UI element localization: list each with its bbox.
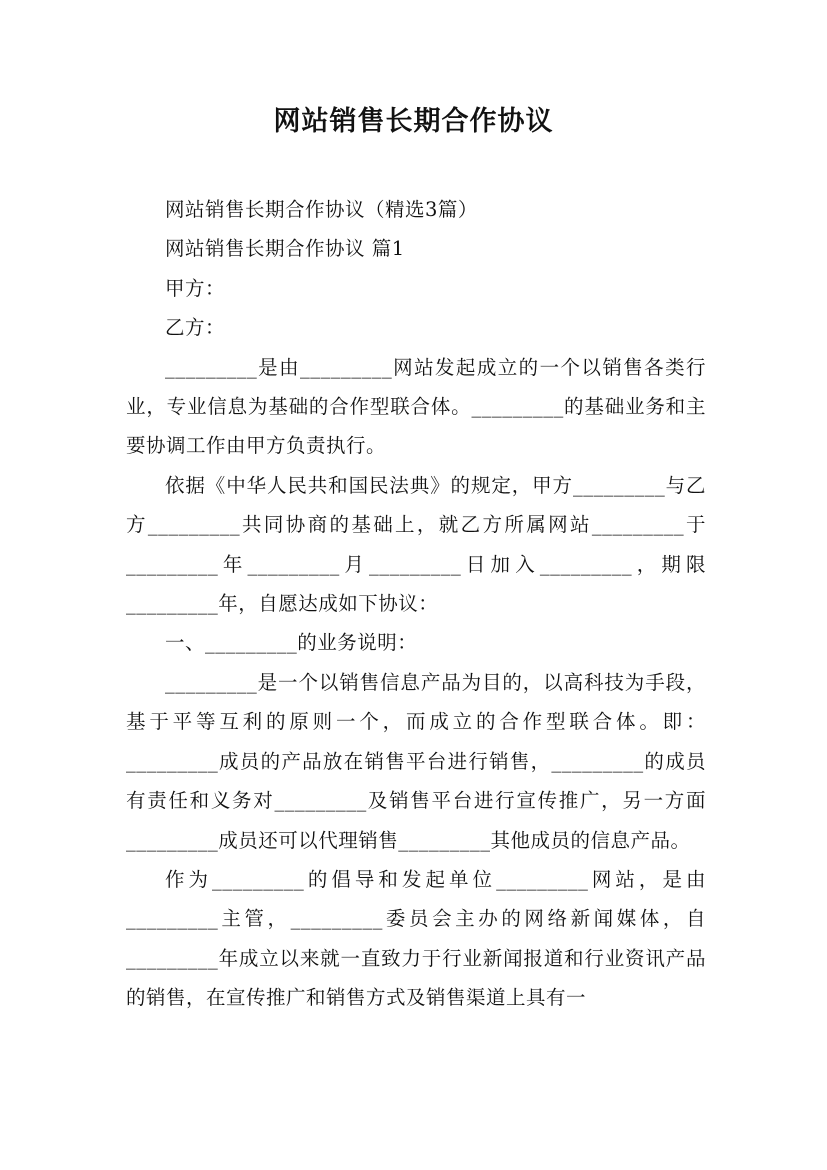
paragraph-party-b: 乙方： [165,316,226,340]
paragraph-section-heading: 网站销售长期合作协议 篇1 [165,237,405,261]
document-title: 网站销售长期合作协议 [273,106,554,137]
paragraph-initiator: 作为_________的倡导和发起单位_________网站，是由_________主管，_________委员会主办的网络新闻媒体，自_________年成立以来就一直致力于行业新闻报道和行业资讯产品的销售，在宣传推广和销售方式及销售渠道上具有一 [126,867,706,1010]
paragraph-business-description: _________是一个以销售信息产品为目的，以高科技为手段，基于平等互利的原则一个，而成立的合作型联合体。即：_________成员的产品放在销售平台进行销售，_________的成员有责任和义务对_________及销售平台进行宣传推广，另一方面_________成员还可以代理销售_________其他成员的信息产品。 [126,670,706,852]
paragraph-collection-title: 网站销售长期合作协议（精选3篇） [165,198,478,221]
paragraph-intro: _________是由_________网站发起成立的一个以销售各类行业，专业信息为基础的合作型联合体。_________的基础业务和主要协调工作由甲方负责执行。 [126,355,706,458]
paragraph-party-a: 甲方： [165,276,226,300]
document-body [126,190,706,1018]
paragraph-legal-basis: 依据《中华人民共和国民法典》的规定，甲方_________与乙方_________共同协商的基础上，就乙方所属网站_________于_________年_________月_________日加入_________，期限_________年，自愿达成如下协议： [126,473,706,616]
paragraph-clause-heading: 一、_________的业务说明： [165,631,418,655]
